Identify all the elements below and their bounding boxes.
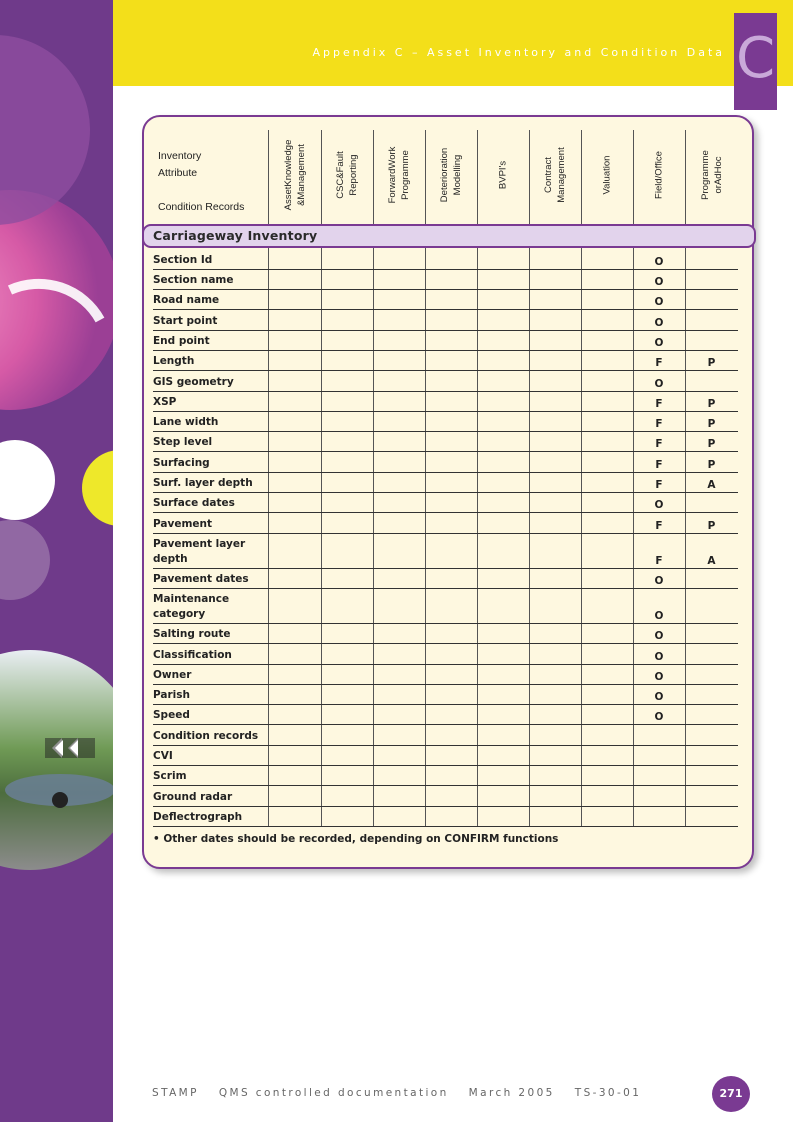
table-row	[153, 371, 738, 392]
page-footer	[152, 1087, 661, 1099]
row-label: Classification	[153, 649, 232, 661]
table-row	[153, 452, 738, 473]
table-row	[153, 665, 738, 685]
column-header-line: Contract	[543, 157, 554, 193]
table-row	[153, 644, 738, 665]
appendix-tab-letter: C	[735, 26, 776, 91]
row-field-office-value: O	[654, 671, 664, 683]
row-field-office-value: O	[654, 296, 664, 308]
row-programme-value: A	[707, 479, 716, 491]
decorative-photo-collage	[0, 0, 113, 1122]
row-label: End point	[153, 335, 210, 347]
row-label: Surfacing	[153, 457, 210, 469]
row-programme-value: P	[707, 418, 716, 430]
row-label: Section Id	[153, 254, 213, 266]
row-field-office-value: O	[654, 337, 664, 349]
column-header-line: Modelling	[452, 154, 463, 196]
row-field-office-value: O	[654, 378, 664, 390]
row-label: Length	[153, 355, 195, 367]
row-field-office-value: O	[654, 317, 664, 329]
column-header-programme	[685, 132, 738, 218]
row-field-office-value: O	[654, 630, 664, 642]
row-field-office-value: F	[655, 438, 663, 450]
column-header-deterioration	[425, 132, 477, 218]
table-row	[153, 534, 738, 569]
page-number-badge: 271	[712, 1076, 750, 1112]
row-field-office-value: O	[654, 256, 664, 268]
column-header-bvpis	[477, 132, 529, 218]
row-field-office-value: O	[654, 711, 664, 723]
column-header-line: Programme	[400, 150, 411, 200]
footer-date: March 2005	[468, 1087, 555, 1099]
row-field-office-value: O	[654, 691, 664, 703]
row-field-office-value: F	[655, 520, 663, 532]
row-label: Road name	[153, 294, 220, 306]
table-row	[153, 493, 738, 513]
row-label: Pavement	[153, 518, 213, 530]
row-programme-value: P	[707, 438, 716, 450]
left-decorative-strip	[0, 0, 113, 1122]
row-field-office-value: F	[655, 398, 663, 410]
column-header-line: CSC&Fault	[335, 151, 346, 199]
column-header-line: &Management	[295, 144, 307, 206]
footer-ref: TS-30-01	[574, 1087, 642, 1099]
column-header-field-office	[633, 132, 685, 218]
row-label: Ground radar	[153, 791, 233, 803]
section-title: Carriageway Inventory	[153, 228, 318, 243]
table-row	[153, 310, 738, 331]
appendix-tab	[734, 13, 777, 110]
column-header-line: orAdHoc	[712, 156, 724, 194]
table-row	[153, 786, 738, 807]
column-header-line: Reporting	[348, 154, 359, 196]
row-programme-value: P	[707, 520, 716, 532]
row-field-office-value: F	[655, 459, 663, 471]
row-label: Owner	[153, 669, 192, 681]
row-label: Step level	[153, 436, 213, 448]
row-label: XSP	[153, 396, 177, 408]
table-row	[153, 290, 738, 310]
row-label: CVI	[153, 750, 173, 762]
row-label: Pavement layer depth	[153, 538, 246, 565]
row-label: Salting route	[153, 628, 231, 640]
table-row	[153, 624, 738, 644]
table-row	[153, 705, 738, 725]
corner-label-attribute: Attribute	[158, 167, 198, 179]
column-header-line: Valuation	[601, 155, 613, 195]
table-footnote: • Other dates should be recorded, depending on CONFIRM functions	[153, 833, 559, 845]
table-row	[153, 412, 738, 432]
footer-org: STAMP	[152, 1087, 199, 1099]
table-row	[153, 270, 738, 290]
column-header-asset-knowledge	[268, 132, 321, 218]
corner-label-condition-records: Condition Records	[158, 201, 245, 213]
header-bar	[113, 0, 793, 86]
column-header-line: Management	[556, 147, 567, 203]
column-header-line: Programme	[699, 150, 711, 200]
row-label: Section name	[153, 274, 234, 286]
table-row	[153, 513, 738, 534]
row-label: Scrim	[153, 770, 187, 782]
table-row	[153, 331, 738, 351]
row-programme-value: P	[707, 459, 716, 471]
table-row	[153, 685, 738, 705]
row-programme-value: P	[707, 398, 716, 410]
row-field-office-value: F	[655, 479, 663, 491]
column-header-line: BVPI's	[497, 160, 509, 190]
table-row	[153, 725, 738, 746]
table-row	[153, 807, 738, 827]
row-field-office-value: O	[654, 610, 664, 622]
row-label: GIS geometry	[153, 376, 234, 388]
column-header-valuation	[581, 132, 633, 218]
column-header-line: AssetKnowledge	[282, 139, 294, 211]
corner-label-inventory: Inventory	[158, 150, 202, 162]
table-row	[153, 252, 738, 270]
column-header-line: ForwardWork	[387, 146, 398, 204]
row-label: Condition records	[153, 730, 259, 742]
row-label: Maintenance category	[153, 593, 230, 620]
row-field-office-value: F	[655, 357, 663, 369]
row-field-office-value: O	[654, 276, 664, 288]
column-header-forward-work	[373, 132, 425, 218]
row-field-office-value: F	[655, 418, 663, 430]
row-field-office-value: O	[654, 651, 664, 663]
row-label: Surf. layer depth	[153, 477, 253, 489]
table-row	[153, 589, 738, 624]
row-field-office-value: F	[655, 555, 663, 567]
table-row	[153, 473, 738, 493]
table-row	[153, 569, 738, 589]
row-field-office-value: O	[654, 499, 664, 511]
row-label: Deflectrograph	[153, 811, 243, 823]
table-row	[153, 392, 738, 412]
row-programme-value: A	[707, 555, 716, 567]
column-header-csc-fault	[321, 132, 373, 218]
column-header-line: Field/Office	[653, 151, 665, 199]
row-label: Pavement dates	[153, 573, 249, 585]
table-row	[153, 351, 738, 371]
row-label: Lane width	[153, 416, 219, 428]
row-label: Parish	[153, 689, 191, 701]
row-label: Speed	[153, 709, 190, 721]
row-label: Surface dates	[153, 497, 235, 509]
row-label: Start point	[153, 315, 218, 327]
column-header-line: Deterioration	[439, 147, 450, 203]
row-field-office-value: O	[654, 575, 664, 587]
column-header-contract-management	[529, 132, 581, 218]
header-title: Appendix C – Asset Inventory and Condition Data	[312, 46, 725, 59]
row-programme-value: P	[707, 357, 716, 369]
table-row	[153, 432, 738, 452]
table-row	[153, 746, 738, 766]
footer-doc: QMS controlled documentation	[218, 1087, 449, 1099]
table-row	[153, 766, 738, 786]
